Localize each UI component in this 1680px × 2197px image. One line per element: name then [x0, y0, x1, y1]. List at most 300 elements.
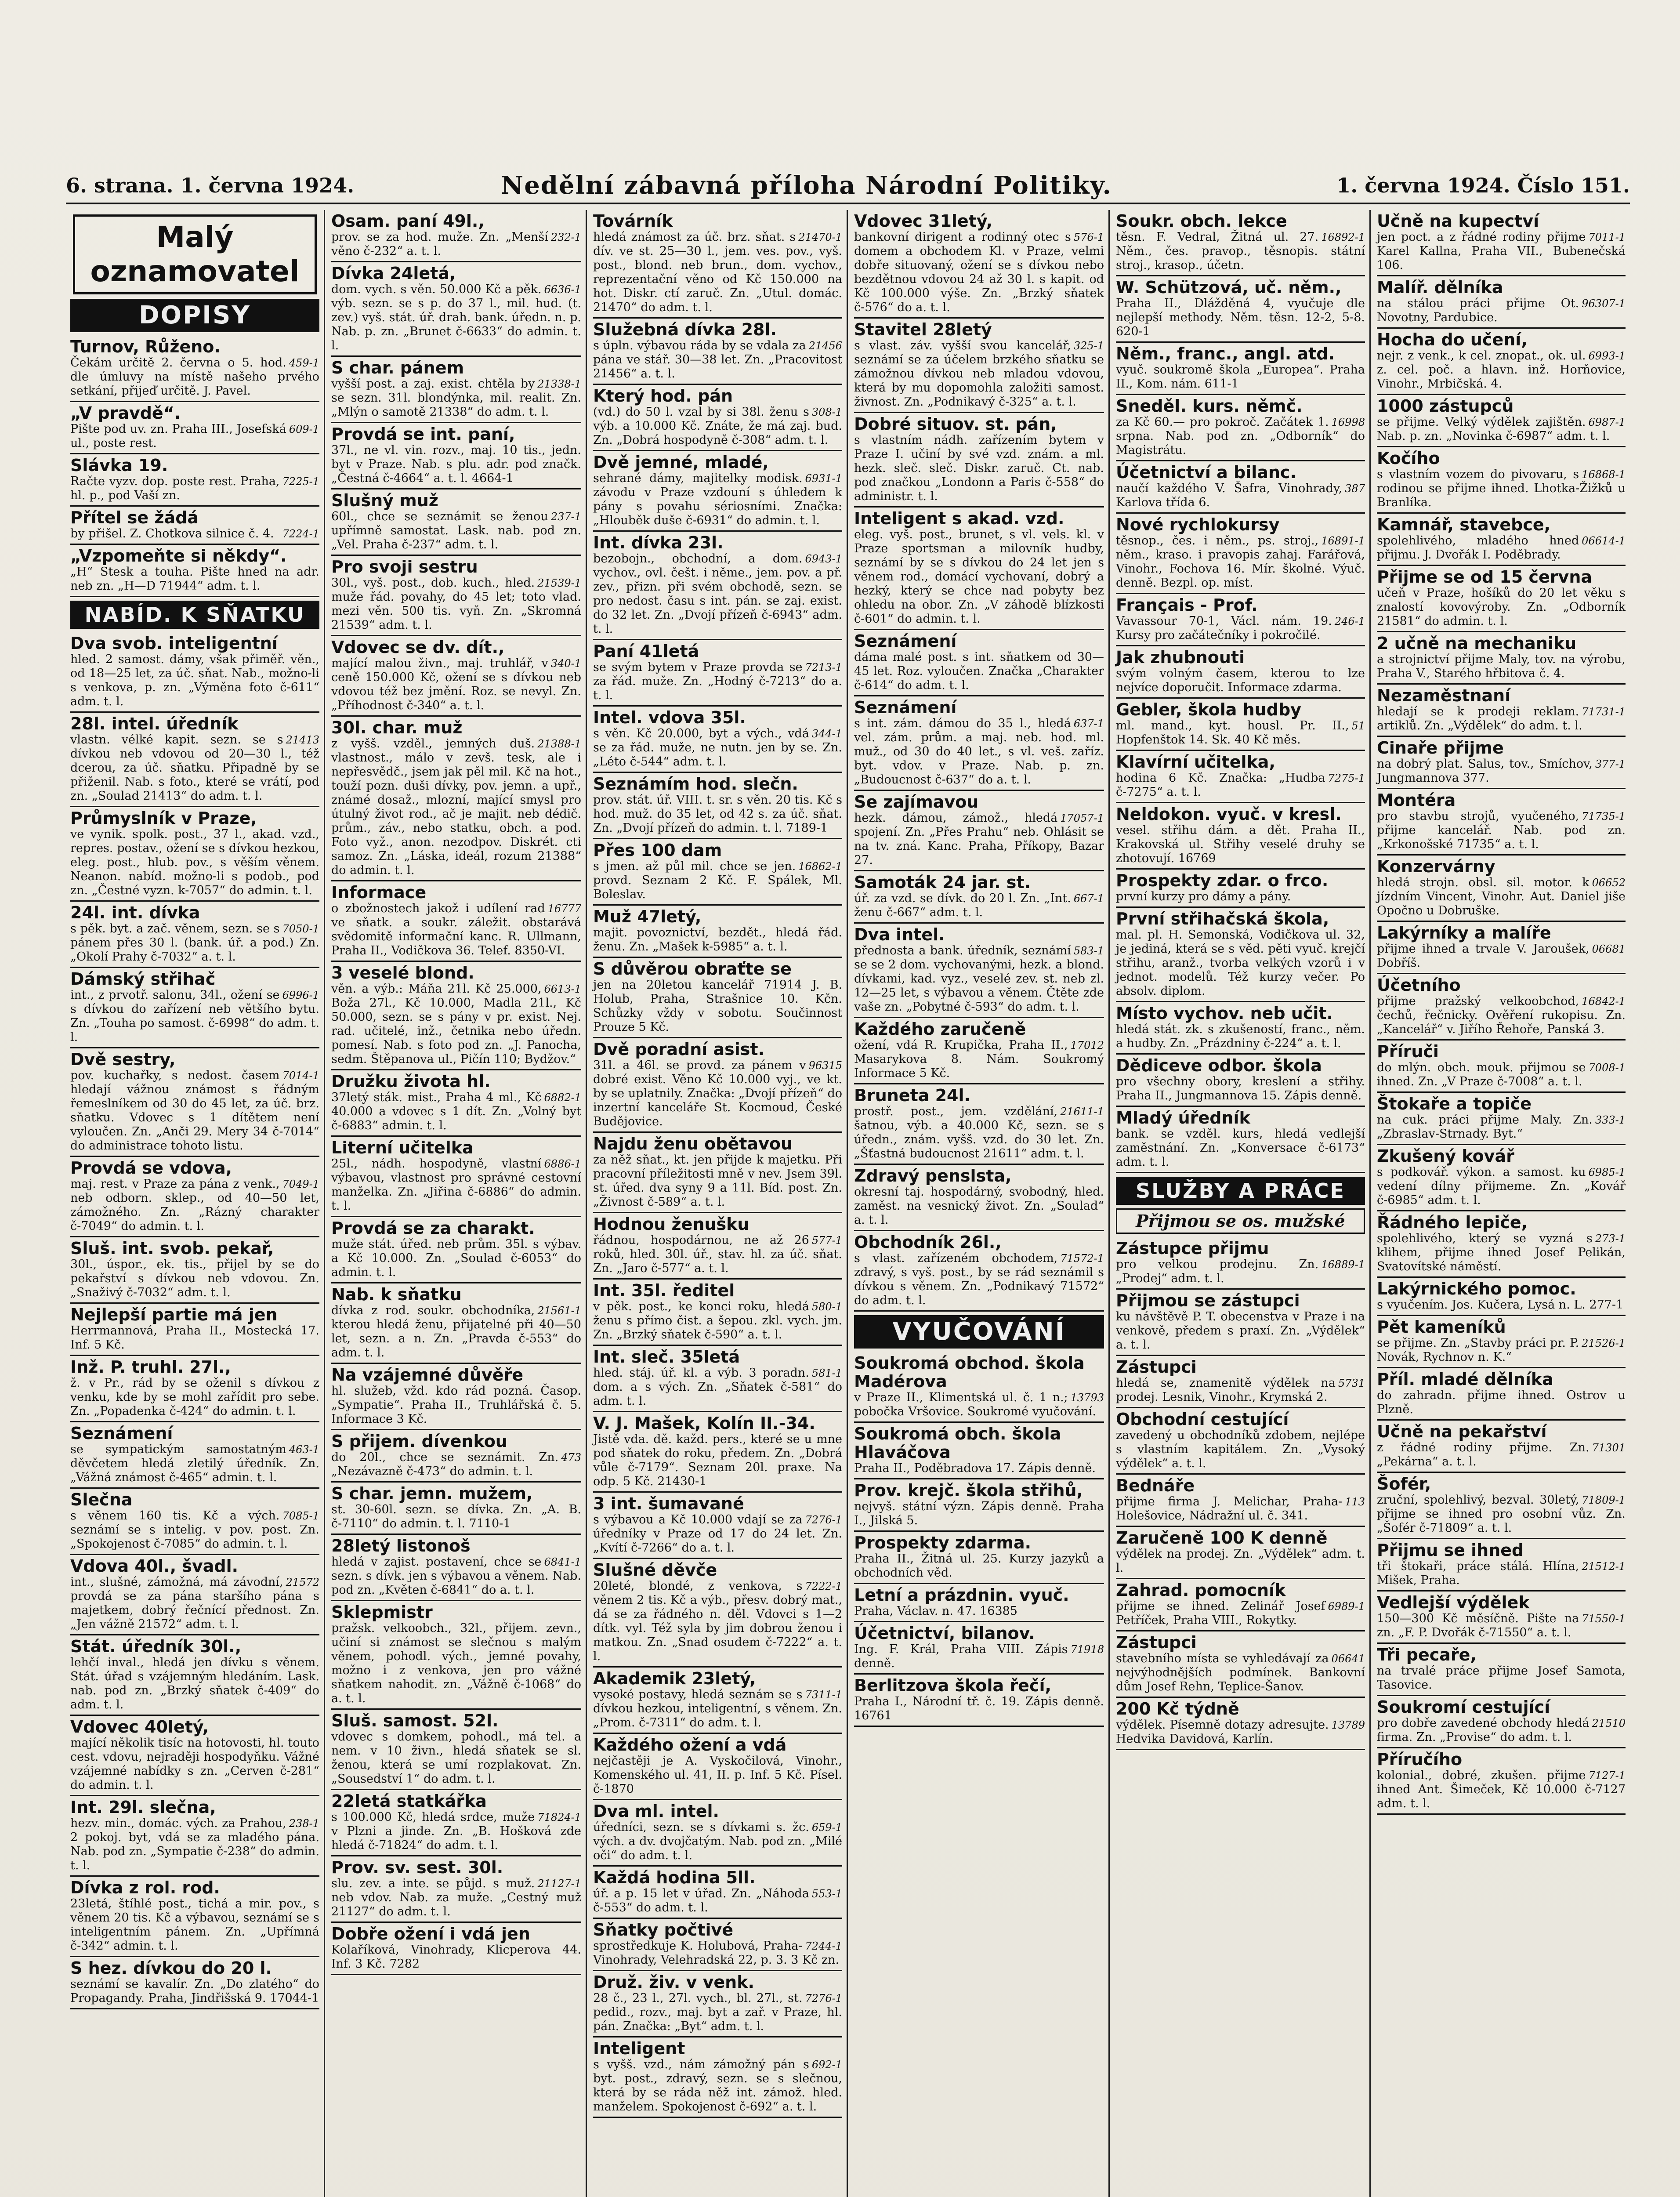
ad-body: pro dobře zavedené obchody hledá firma. Zn. „Provise“ do adm. t. l. — [1377, 1716, 1589, 1744]
classified-ad — [70, 1237, 319, 1304]
ad-text — [1377, 876, 1626, 918]
ad-heading: Vdovec 40letý, — [70, 1717, 209, 1737]
ad-text — [1377, 1232, 1626, 1274]
ad-code: 344-1 — [811, 728, 842, 740]
ad-body: hledá stát. zk. s zkušeností, franc., něm. a hudby. Zn. „Prázdniny č-224“ a. t. l. — [1116, 1022, 1365, 1050]
ad-heading: „V pravdě“. — [70, 403, 181, 423]
ad-heading: Příručího — [1377, 1750, 1463, 1769]
ad-heading: Řádného lepiče, — [1377, 1213, 1528, 1232]
ad-heading: S hez. dívkou do 20 l. — [70, 1958, 272, 1978]
ad-heading: Dívka 24letá, — [331, 264, 456, 283]
classified-ad — [1377, 395, 1626, 447]
ad-text — [593, 727, 842, 769]
classified-ad — [1116, 1356, 1365, 1408]
ad-heading: Hocha do učení, — [1377, 330, 1528, 349]
ad-body: přednosta a bank. úředník, seznámí se se 2 dom. vychovanými, hezk. a blond. dívkami, kad. vyz., veselé zev. st. neb zl. 12—25 let, s výbavou a věnem. Čtěte zde vaše zn. „Pobytné č-593“ do adm. t. l. — [854, 944, 1104, 1014]
ad-text — [70, 1324, 319, 1352]
classified-ad — [1377, 1748, 1626, 1815]
classified-ad — [593, 958, 842, 1038]
ad-code: 6886-1 — [544, 1158, 581, 1170]
ad-text — [593, 978, 842, 1034]
ad-text — [331, 902, 581, 958]
ad-body: mající několik tisíc na hotovosti, hl. touto cest. vdovu, nejraději hospodyňku. Vážné vzájemné nabídky s zn. „Cerven č-281“ do admin. t. l. — [70, 1736, 319, 1792]
ad-code: 7276-1 — [805, 1992, 842, 2005]
classified-ad — [593, 640, 842, 707]
classified-ad — [854, 1165, 1104, 1231]
ad-body: hled. stáj. úř. kl. a výb. 3 poradn. dom. a s vých. Zn. „Sňatek č-581“ do adm. t. l. — [593, 1366, 842, 1408]
header-rule — [66, 203, 1630, 204]
classified-ad — [593, 1734, 842, 1800]
ad-heading: Bednáře — [1116, 1476, 1195, 1495]
classified-ad — [70, 1796, 319, 1877]
ad-code: 06681 — [1592, 943, 1626, 955]
ad-code: 7050-1 — [282, 923, 319, 935]
ad-text — [70, 1509, 319, 1551]
ad-text — [1377, 653, 1626, 681]
classified-ad — [593, 1213, 842, 1280]
ad-body: svým volným časem, kterou to lze nejvíce doporučit. Informace zdarma. — [1116, 667, 1365, 694]
ad-code: 308-1 — [811, 406, 842, 418]
column-6 — [1372, 210, 1630, 2197]
ad-body: Račte vyzv. dop. poste rest. Praha, hl. p., pod Vaší zn. — [70, 475, 280, 502]
ad-heading: Inteligent — [593, 2039, 685, 2058]
issue-date: 1. června 1924. Číslo 151. — [1336, 174, 1630, 197]
ad-heading: W. Schützová, uč. něm., — [1116, 278, 1342, 297]
ad-text — [1116, 719, 1365, 747]
ad-code: 6993-1 — [1588, 350, 1626, 362]
ad-body: Praha I., Národní tř. č. 19. Zápis denně. 16761 — [854, 1695, 1104, 1722]
classified-ad — [1116, 461, 1365, 514]
classified-ad — [331, 357, 581, 423]
ad-body: zavedený u obchodníků zdobem, nejlépe s vlastním kapitálem. Zn. „Vysoký výdělek“ a. t. l. — [1116, 1428, 1365, 1470]
classified-ad — [1116, 1631, 1365, 1698]
ad-heading: Bruneta 24l. — [854, 1086, 970, 1105]
ad-text — [1377, 809, 1626, 852]
classified-ad — [593, 906, 842, 958]
classified-ad — [70, 507, 319, 545]
ad-heading: V. J. Mašek, Kolín II.-34. — [593, 1414, 815, 1433]
ad-body: vyuč. soukromě škola „Europea“. Praha II., Kom. nám. 611-1 — [1116, 363, 1365, 391]
ad-code: 21510 — [1592, 1717, 1626, 1729]
classified-ad — [854, 924, 1104, 1018]
ad-body: úř. a p. 15 let v úřad. Zn. „Náhoda č-553“ do adm. t. l. — [593, 1887, 809, 1914]
ad-text — [331, 1157, 581, 1213]
ad-code: 16891-1 — [1321, 535, 1365, 547]
ad-body: slu. zev. a inte. se půjd. s muž. neb vdov. Nab. za muže. „Cestný muž 21127“ do adm. t. l. — [331, 1877, 581, 1918]
ad-heading: Provdá se int. paní, — [331, 424, 515, 444]
ad-heading: Přijme se od 15 června — [1377, 567, 1593, 587]
classified-ad — [854, 508, 1104, 630]
ad-body: sprostředkuje K. Holubová, Praha-Vinohrady, Velehradská 22, p. 3. 3 Kč zn. — [593, 1939, 840, 1967]
ad-body: Vavassour 70-1, Václ. nám. 19. Kursy pro začátečníky i pokročilé. — [1116, 614, 1332, 642]
ad-code: 7224-1 — [282, 528, 319, 540]
ad-heading: Přes 100 dam — [593, 841, 722, 860]
ad-code: 16998 — [1331, 416, 1365, 428]
classified-ad — [331, 1137, 581, 1217]
classified-ad — [593, 1412, 842, 1493]
classified-ad — [1377, 447, 1626, 514]
classified-ad — [1377, 514, 1626, 566]
ad-text — [1116, 771, 1365, 799]
ad-text — [854, 433, 1104, 504]
ad-heading: 28l. intel. úředník — [70, 714, 239, 733]
ad-text — [854, 230, 1104, 315]
classified-ad — [1377, 1539, 1626, 1592]
classified-ad — [1116, 1475, 1365, 1527]
ad-body: zruční, spolehlivý, bezval. 30letý, přijme se ihned pro osobní vůz. Zn. „Šofér č-71809“ a. t. l. — [1377, 1493, 1626, 1535]
ad-body: těsnop., čes. i něm., ps. stroj., něm., kraso. i pravopis zahaj. Farářová, Vinohr., Fochova 16. Mír. školné. Výuč. denně. Bezpl. op. míst. — [1116, 534, 1365, 590]
newspaper-title: Nedělní zábavná příloha Národní Politiky. — [501, 171, 1112, 200]
ad-body: Praha II., Dlážděná 4, vyučuje dle nejlepší methody. Něm. těsn. 12-2, 5-8. 620-1 — [1116, 297, 1365, 338]
ad-heading: Paní 41letá — [593, 642, 699, 661]
column-5 — [1112, 210, 1371, 2197]
ad-text — [593, 339, 842, 381]
ad-text — [593, 660, 842, 703]
classified-ad — [593, 773, 842, 839]
ad-heading: Neldokon. vyuč. v kresl. — [1116, 805, 1342, 824]
ad-body: s věnem 160 tis. Kč a vých. seznámí se s intelig. v pov. post. Zn. „Spokojenost č-7085“ do admin. t. l. — [70, 1509, 319, 1551]
ad-heading: Inteligent s akad. vzd. — [854, 509, 1064, 528]
ad-text — [331, 1943, 581, 1971]
ad-heading: Účetnictví, bilanov. — [854, 1624, 1035, 1643]
ad-text — [331, 737, 581, 877]
ad-text — [331, 1503, 581, 1531]
ad-text — [593, 1688, 842, 1730]
classified-ad — [854, 791, 1104, 871]
ad-code: 6996-1 — [282, 989, 319, 1001]
ad-heading: Letní a prázdnin. vyuč. — [854, 1585, 1069, 1605]
ad-heading: 30l. char. muž — [331, 718, 463, 737]
ad-code: 71809-1 — [1582, 1494, 1626, 1506]
section-nabidka: NABÍD. K SŇATKU — [70, 601, 319, 629]
ad-heading: Vdovec 31letý, — [854, 211, 993, 231]
ad-text — [854, 1604, 1104, 1618]
ad-body: za Kč 60.— pro pokroč. Začátek 1. srpna. Nab. pod zn. „Odborník“ do Magistrátu. — [1116, 415, 1365, 457]
ad-text — [70, 527, 319, 541]
ad-text — [1377, 297, 1626, 325]
ad-heading: Zástupci — [1116, 1357, 1197, 1377]
ad-heading: Soukromá obch. škola Hlaváčova — [854, 1424, 1061, 1462]
ad-text — [1116, 1022, 1365, 1051]
classified-ad — [331, 1364, 581, 1430]
classified-ad — [1377, 1473, 1626, 1539]
ad-heading: Továrník — [593, 211, 673, 231]
ad-heading: Stát. úředník 30l., — [70, 1637, 242, 1656]
ad-heading: Sklepmistr — [331, 1602, 433, 1622]
ad-heading: Účetního — [1377, 975, 1461, 995]
ad-code: 113 — [1345, 1496, 1365, 1508]
classified-ad — [1377, 1421, 1626, 1473]
ad-body: 150—300 Kč měsíčně. Pište na zn. „F. P. Dvořák č-71550“ a. t. l. — [1377, 1612, 1579, 1639]
ad-text — [1116, 415, 1365, 457]
ad-body: hledá v zajist. postavení, chce se sezn. s dívk. jen s výbavou a věnem. Nab. pod zn. „Květen č-6841“ do a. t. l. — [331, 1555, 581, 1597]
classified-ad — [1377, 1211, 1626, 1278]
ads-list — [593, 210, 842, 2118]
ad-heading: Každého ožení a vdá — [593, 1735, 787, 1755]
classified-ad — [331, 1483, 581, 1535]
classified-ad — [1116, 276, 1365, 343]
classified-ad — [1116, 1290, 1365, 1356]
classified-ad — [854, 696, 1104, 791]
ad-text — [1377, 994, 1626, 1037]
classified-ad — [331, 262, 581, 357]
ad-text — [593, 1939, 842, 1967]
classified-ad — [593, 532, 842, 640]
ad-code: 21338-1 — [537, 378, 581, 390]
classified-ad — [1377, 685, 1626, 737]
ad-text — [70, 653, 319, 709]
ad-code: 71731-1 — [1582, 706, 1626, 718]
ad-text — [1116, 1075, 1365, 1103]
ad-heading: S přijem. dívenkou — [331, 1432, 507, 1451]
ad-heading: Nejlepší partie má jen — [70, 1305, 278, 1324]
ad-text — [593, 1059, 842, 1129]
ad-body: hledá známost za úč. brz. sňat. s dív. ve st. 25—30 l., jem. ves. pov., vyš. post., blond. neb brun., dom. vychov., reprezentační věno od Kč 150.000 na hot. Diskr. ctí zaruč. Zn. „Utul. domác. 21470“ do adm. t. l. — [593, 230, 842, 314]
ad-body: s vlastním nádh. zařízením bytem v Praze I. učiní by své vzd. znám. a ml. hezk. sleč. sleč. Diskr. zaruč. Ct. nab. pod značkou „Londonn a Paris č-558“ do administr. t. l. — [854, 433, 1104, 503]
classified-ad — [1116, 1107, 1365, 1173]
ad-code: 238-1 — [289, 1817, 319, 1830]
classified-ad — [331, 636, 581, 717]
classified-ad — [70, 632, 319, 713]
classified-ad — [331, 1283, 581, 1364]
ad-heading: Prospekty zdar. o frco. — [1116, 871, 1329, 890]
ad-body: bezobojn., obchodní, a dom. vychov., ovl. češt. i něme., jem. pov. a př. zev., přizn. při svém obchodě, sezn. se pro nedost. času s int. pán. se zaj. exist. do 32 let. Zn. „Dvojí přízeň č-6943“ adm. t. l. — [593, 552, 842, 636]
ad-body: do zahradn. přijme ihned. Ostrov u Plzně. — [1377, 1389, 1626, 1416]
ad-body: přijme se ihned. Zelinář Josef Petříček, Praha VIII., Rokytky. — [1116, 1599, 1325, 1627]
ad-body: výdělek na prodej. Zn. „Výdělek“ adm. t. l. — [1116, 1547, 1365, 1575]
ad-text — [1116, 667, 1365, 695]
ad-body: dom. vych. s věn. 50.000 Kč a pěk. výb. sezn. se s p. do 37 l., mil. hud. (t. zev.) vyš. stát. úř. drah. bank. úředn. n. p. Nab. p. zn. „Brunet č-6633“ do admin. t. l. — [331, 283, 581, 352]
classified-ad — [1377, 1093, 1626, 1145]
ad-code: 7213-1 — [805, 661, 842, 674]
classified-ad — [70, 1304, 319, 1356]
ad-body: Praha, Václav. n. 47. 16385 — [854, 1604, 1017, 1618]
ad-heading: Služebná dívka 28l. — [593, 320, 777, 339]
ad-heading: Přijmou se zástupci — [1116, 1291, 1300, 1310]
ad-body: hledají se k prodeji reklam. artiklů. Zn. „Výdělek“ do adm. t. l. — [1377, 705, 1582, 732]
ad-heading: 28letý listonoš — [331, 1536, 471, 1555]
ad-text — [70, 1575, 319, 1631]
classified-ad — [70, 545, 319, 597]
ad-heading: 1000 zástupců — [1377, 396, 1514, 416]
ad-body: s vyšš. vzd., nám zámožný pán s byt. post., zdravý, sezn. se s slečnou, která by se ráda něž int. zámož. hled. manželem. Spokojenost č-692“ a. t. l. — [593, 2058, 842, 2114]
classified-ad — [1377, 1696, 1626, 1748]
ad-code: 5731 — [1338, 1377, 1365, 1389]
ad-text — [1377, 942, 1626, 970]
ad-heading: Seznámení — [854, 698, 957, 717]
ad-heading: „Vzpomeňte si někdy“. — [70, 546, 287, 566]
ad-code: 340-1 — [550, 657, 581, 670]
ad-code: 13793 — [1070, 1392, 1104, 1404]
ad-code: 71918 — [1070, 1643, 1104, 1656]
ad-text — [1116, 928, 1365, 998]
classified-ad — [1377, 1040, 1626, 1093]
ad-text — [593, 1579, 842, 1664]
classified-ad — [854, 1532, 1104, 1584]
ad-heading: Intel. vdova 35l. — [593, 708, 746, 727]
ad-body: 30l., úspor., ek. tis., přijel by se do pekařství s dívkou neb vdovou. Zn. „Snaživý č-7032“ adm. t. l. — [70, 1258, 319, 1299]
ad-heading: S char. jemn. mužem, — [331, 1484, 533, 1503]
ad-text — [1377, 1441, 1626, 1469]
ad-heading: Přijmu se ihned — [1377, 1541, 1524, 1560]
ad-code: 96307-1 — [1582, 297, 1626, 310]
ad-body: mal. pl. H. Semonská, Vodičkova ul. 32, je jediná, která se s věd. pěti vyuč. krejčí střihu, aranž., tvorba velkých vzorů i v jednot. modelů. Též kurzy večer. Po absolv. diplom. — [1116, 928, 1365, 998]
ad-heading: Nové rychlokursy — [1116, 515, 1280, 534]
ad-text — [1377, 1559, 1626, 1588]
classified-ad — [1116, 803, 1365, 870]
ad-heading: Slečna — [70, 1490, 133, 1509]
ad-body: 25l., nádh. hospodyně, vlastní výbavou, vlastnost pro správné cestovní manželka. Zn. „Jiřina č-6886“ do admin. t. l. — [331, 1157, 581, 1213]
ad-heading: Každá hodina 5ll. — [593, 1868, 756, 1887]
ad-body: s int. zám. dámou do 35 l., hledá vel. zám. prům. a maj. neb. hod. ml. muž., od 30 do 40 let., s vl. veš. zaříz. byt. vdov. v Praze. Nab. p. zn. „Budoucnost č-637“ do a. t. l. — [854, 717, 1104, 787]
ad-text — [854, 1251, 1104, 1308]
ad-body: hezv. min., domác. vých. za Prahou, 2 pokoj. byt, vdá se za mladého pána. Nab. pod zn. „Sympatie č-238“ do admin. t. l. — [70, 1816, 319, 1872]
ad-code: 21388-1 — [537, 738, 581, 750]
ad-body: Čekám určitě 2. června o 5. hod. dle úmluvy na místě našeho prvého setkání, přijeď určitě. J. Pavel. — [70, 356, 319, 398]
ad-text — [1116, 823, 1365, 866]
ad-body: s věn. Kč 20.000, byt a vých., vdá se za řád. muže, ne nutn. jen by se. Zn. „Léto č-544“ adm. t. l. — [593, 727, 842, 769]
ad-text — [593, 552, 842, 636]
ad-code: 21127-1 — [537, 1878, 581, 1890]
ad-heading: Vedlejší výdělek — [1377, 1593, 1530, 1612]
ad-heading: Dobře ožení i vdá jen — [331, 1924, 530, 1943]
ad-code: 580-1 — [811, 1301, 842, 1313]
ad-body: z řádné rodiny přijme. Zn. „Pekárna“ a. t. l. — [1377, 1441, 1589, 1468]
ad-text — [1377, 1336, 1626, 1364]
ad-text — [70, 1977, 319, 2005]
page-number: 6. strana. 1. června 1924. — [66, 174, 355, 197]
ad-code: 71301 — [1592, 1442, 1626, 1454]
classified-ad — [331, 1601, 581, 1710]
ad-body: 30l., vyš. post., dob. kuch., hled. muže řád. povahy, do 45 let; toto vlad. mezi věn. 500 tis. vyň. Zn. „Skromná 21539“ adm. t. l. — [331, 576, 581, 632]
ad-heading: Int. dívka 23l. — [593, 533, 724, 552]
ad-text — [70, 1069, 319, 1153]
classified-ad — [70, 454, 319, 507]
classified-ad — [1377, 329, 1626, 395]
ad-text — [70, 1177, 319, 1233]
classified-ad — [1377, 1316, 1626, 1368]
ad-body: přijme ihned a trvale V. Jaroušek, Dobříš. — [1377, 942, 1589, 970]
ad-body: 37l., ne vl. vin. rozv., maj. 10 tis., jedn. byt v Praze. Nab. s plu. adr. pod značk. „Čestná č-4664“ a. t. l. 4664-1 — [331, 443, 581, 485]
ad-body: Praha II., Žitná ul. 25. Kurzy jazyků a obchodních věd. — [854, 1552, 1104, 1580]
classified-ad — [1377, 210, 1626, 276]
ad-body: ožení, vdá R. Krupička, Praha II., Masarykova 8. Nám. Soukromý Informace 5 Kč. — [854, 1038, 1104, 1080]
ad-text — [593, 471, 842, 528]
ad-code: 17057-1 — [1060, 812, 1104, 824]
ad-text — [1116, 1127, 1365, 1169]
ad-heading: Lakýrnického pomoc. — [1377, 1279, 1576, 1298]
ad-text — [854, 717, 1104, 787]
ad-heading: Seznámení — [70, 1424, 173, 1443]
ad-heading: Pro svoji sestru — [331, 557, 478, 576]
ad-body: jen na 20letou kancelář 71914 J. B. Holub, Praha, Strašnice 10. Kčn. Schůzky vždy v sobotu. Součinnost Prouze 5 Kč. — [593, 978, 842, 1034]
ad-heading: Slušný muž — [331, 491, 438, 510]
ad-text — [854, 1552, 1104, 1580]
classified-ad — [854, 1622, 1104, 1675]
classified-ad — [331, 1923, 581, 1975]
ads-list — [854, 1352, 1104, 1727]
ad-code: 71550-1 — [1582, 1613, 1626, 1625]
ad-heading: Dívka z rol. rod. — [70, 1878, 220, 1897]
ad-code: 6987-1 — [1588, 416, 1626, 428]
classified-ad — [593, 2037, 842, 2118]
classified-ad — [331, 1790, 581, 1856]
ad-code: 581-1 — [811, 1367, 842, 1379]
classified-ad — [331, 1535, 581, 1601]
ad-text — [1116, 1258, 1365, 1286]
ad-text — [70, 988, 319, 1044]
ad-heading: Na vzájemné důvěře — [331, 1365, 523, 1385]
ads-columns — [66, 210, 1630, 2197]
ad-code: 16892-1 — [1321, 231, 1365, 243]
ad-body: 28 č., 23 l., 27l. vych., bl. 27l., st. pedid., rozv., maj. byt a zař. v Praze, hl. pán. Značka: „Byt“ adm. t. l. — [593, 1991, 842, 2033]
classified-ad — [593, 1800, 842, 1867]
ad-code: 06652 — [1592, 877, 1626, 889]
ads-list — [854, 210, 1104, 1312]
ad-code: 7276-1 — [805, 1514, 842, 1526]
classified-ad — [1116, 908, 1365, 1002]
ad-code: 21611-1 — [1060, 1106, 1104, 1118]
classified-ad — [1377, 1644, 1626, 1696]
classified-ad — [1116, 210, 1365, 276]
classified-ad — [70, 1635, 319, 1716]
classified-ad — [1116, 514, 1365, 594]
ad-text — [331, 230, 581, 258]
ad-body: vdovec s domkem, pohodl., má tel. a nem. v 10 živn., hledá sňatek se sl. ženou, která se umí rozplakovat. Zn. „Sousedství 1“ do adm. t. l. — [331, 1730, 581, 1786]
ad-text — [854, 1185, 1104, 1227]
ad-text — [1116, 230, 1365, 272]
classified-ad — [1116, 751, 1365, 803]
ad-text — [1116, 297, 1365, 339]
ad-text — [331, 1621, 581, 1706]
ad-text — [70, 1816, 319, 1873]
ad-heading: Slušné děvče — [593, 1560, 717, 1580]
ad-body: naučí každého V. Šafra, Vinohrady, Karlova třída 6. — [1116, 482, 1343, 509]
classified-ad — [1116, 1527, 1365, 1579]
ad-heading: Muž 47letý, — [593, 907, 702, 926]
ad-body: s 100.000 Kč, hledá srdce, muže v Plzni a jinde. Zn. „B. Hošková zde hledá č-71824“ do adm. t. l. — [331, 1810, 581, 1852]
ad-heading: Nab. k sňatku — [331, 1285, 462, 1304]
ad-code: 246-1 — [1334, 615, 1365, 627]
ad-body: Kolaříková, Vinohrady, Klicperova 44. Inf. 3 Kč. 7282 — [331, 1943, 581, 1971]
ad-body: seznámí se kavalír. Zn. „Do zlatého“ do Propagandy. Praha, Jindřišská 9. 17044-1 — [70, 1977, 319, 2005]
column-4 — [850, 210, 1110, 2197]
ad-code: 7244-1 — [805, 1940, 842, 1952]
classified-ad — [854, 413, 1104, 508]
ad-body: 37letý sták. mist., Praha 4 ml., Kč 40.000 a vdovec s 1 dít. Zn. „Volný byt č-6883“ admin. t. l. — [331, 1091, 581, 1132]
ad-heading: Se zajímavou — [854, 792, 979, 812]
ad-text — [593, 230, 842, 315]
ad-code: 463-1 — [289, 1443, 319, 1456]
column-3 — [589, 210, 848, 2197]
classified-ad — [70, 807, 319, 902]
page-header — [66, 171, 1630, 204]
ad-heading: Berlitzova škola řečí, — [854, 1676, 1051, 1695]
ad-text — [70, 827, 319, 898]
ad-heading: Mladý úředník — [1116, 1108, 1250, 1128]
ad-text — [1377, 1769, 1626, 1811]
ad-heading: Français - Prof. — [1116, 595, 1258, 615]
ads-list — [331, 210, 581, 1975]
ad-body: vlastn. vélké kapit. sezn. se s dívkou neb vdovou od 20—30 l., též dcerou, za úč. sňatku. Připadně by se přiženil. Nab. s foto., které se vrátí, pod zn. „Soulad 21413“ do adm. t. l. — [70, 733, 319, 803]
ad-heading: 200 Kč týdně — [1116, 1699, 1239, 1718]
ad-body: stavebního místa se vyhledávají za nejvýhodnějších podmínek. Bankovní dům Josef Rehn, Teplice-Šanov. — [1116, 1652, 1365, 1693]
classified-ad — [854, 1479, 1104, 1532]
ad-text — [70, 1656, 319, 1712]
ad-heading: Který hod. pán — [593, 386, 733, 406]
ad-body: sehrané dámy, majitelky modisk. závodu v Praze vzdouní s úhledem k pány s povahu sériosními. Značka: „Hlouběk duše č-6931“ do admin. t. l. — [593, 471, 842, 527]
ad-body: vysoké postavy, hledá seznám se s dívkou hezkou, inteligentní, s věnem. Zn. „Prom. č-7311“ do adm. t. l. — [593, 1688, 842, 1729]
